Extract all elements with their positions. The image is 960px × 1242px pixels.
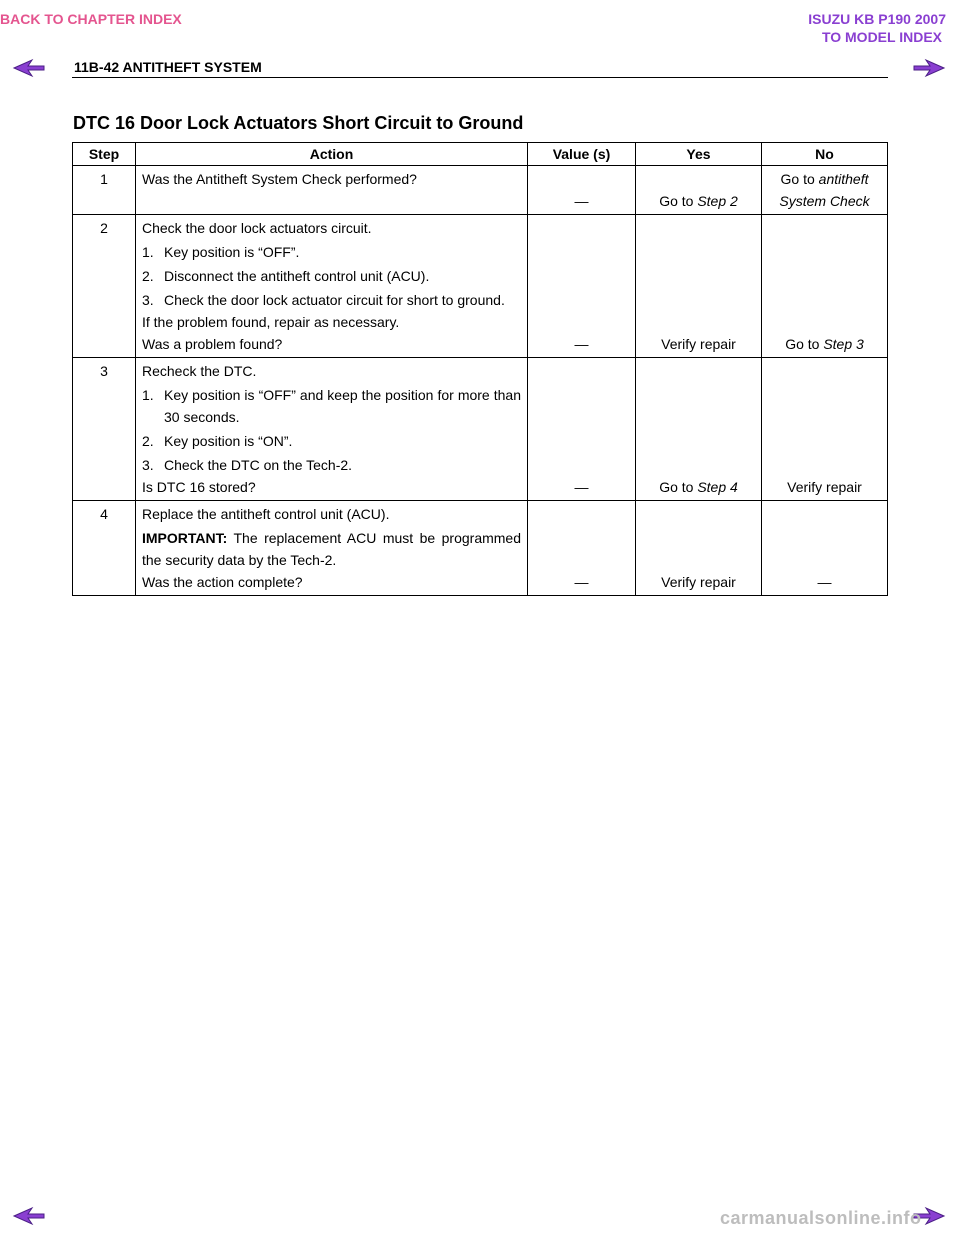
no-link-line1[interactable]: antitheft (818, 171, 869, 187)
list-item: 1. Key position is “OFF”. (142, 244, 300, 260)
watermark-text: carmanualsonline.info (720, 1208, 922, 1228)
table-header-row (73, 143, 888, 166)
action-lead: Recheck the DTC. (142, 363, 257, 379)
action-note: If the problem found, repair as necessary. (142, 314, 400, 330)
list-item: 2. Disconnect the antitheft control unit (ACU). (142, 268, 430, 284)
model-title-link[interactable]: ISUZU KB P190 2007 (808, 11, 946, 27)
column-header-yes: Yes (636, 143, 762, 166)
action-question: Is DTC 16 stored? (142, 479, 256, 495)
yes-cell: Verify repair (636, 215, 762, 358)
step-number: 3 (73, 358, 136, 501)
yes-prefix: Go to (659, 193, 698, 209)
yes-step-link[interactable]: Step 2 (697, 193, 738, 209)
yes-step-link[interactable]: Step 4 (697, 479, 738, 495)
step-number: 2 (73, 215, 136, 358)
table-row (73, 215, 888, 358)
no-cell: — (762, 501, 888, 596)
important-label: IMPORTANT: (142, 530, 228, 546)
no-cell (762, 166, 888, 215)
no-prefix: Go to (785, 336, 824, 352)
arrow-left-icon[interactable] (12, 58, 46, 78)
action-question: Was a problem found? (142, 336, 283, 352)
running-header: 11B-42 ANTITHEFT SYSTEM (74, 59, 262, 75)
list-item: 1. Key position is “OFF” and keep the position for more than 30 seconds. (142, 387, 521, 425)
no-cell (762, 215, 888, 358)
important-text: The replacement ACU must be programmed the security data by the Tech-2. (142, 530, 521, 568)
diagnostic-table (72, 142, 888, 596)
list-item: 3. Check the door lock actuator circuit for short to ground. (142, 292, 505, 308)
yes-prefix: Go to (659, 479, 698, 495)
yes-cell (636, 166, 762, 215)
header-divider (72, 77, 888, 78)
action-text: Was the Antitheft System Check performed? (142, 171, 417, 187)
column-header-step: Step (73, 143, 136, 166)
step-number: 1 (73, 166, 136, 215)
arrow-left-icon[interactable] (12, 1206, 46, 1226)
page-title: DTC 16 Door Lock Actuators Short Circuit to Ground (73, 113, 524, 133)
action-steps-list (142, 241, 521, 311)
action-steps-list (142, 384, 521, 476)
action-lead: Check the door lock actuators circuit. (142, 220, 372, 236)
back-to-chapter-index-link[interactable]: BACK TO CHAPTER INDEX (0, 11, 182, 27)
action-cell (136, 215, 528, 358)
value-cell: — (528, 166, 636, 215)
no-step-link[interactable]: Step 3 (823, 336, 864, 352)
action-cell (136, 166, 528, 215)
step-number: 4 (73, 501, 136, 596)
column-header-action: Action (136, 143, 528, 166)
column-header-no: No (762, 143, 888, 166)
no-prefix: Go to (780, 171, 819, 187)
to-model-index-link[interactable]: TO MODEL INDEX (821, 29, 942, 45)
value-cell: — (528, 501, 636, 596)
action-lead: Replace the antitheft control unit (ACU). (142, 506, 390, 522)
action-cell (136, 358, 528, 501)
value-cell: — (528, 358, 636, 501)
action-question: Was the action complete? (142, 574, 303, 590)
no-cell: Verify repair (762, 358, 888, 501)
yes-cell (636, 358, 762, 501)
table-row (73, 358, 888, 501)
no-link-line2[interactable]: System Check (779, 193, 870, 209)
important-note (142, 527, 521, 571)
column-header-value: Value (s) (528, 143, 636, 166)
arrow-right-icon[interactable] (912, 58, 946, 78)
table-row (73, 501, 888, 596)
list-item: 3. Check the DTC on the Tech-2. (142, 457, 353, 473)
value-cell: — (528, 215, 636, 358)
list-item: 2. Key position is “ON”. (142, 433, 293, 449)
yes-cell: Verify repair (636, 501, 762, 596)
action-cell (136, 501, 528, 596)
table-row (73, 166, 888, 215)
